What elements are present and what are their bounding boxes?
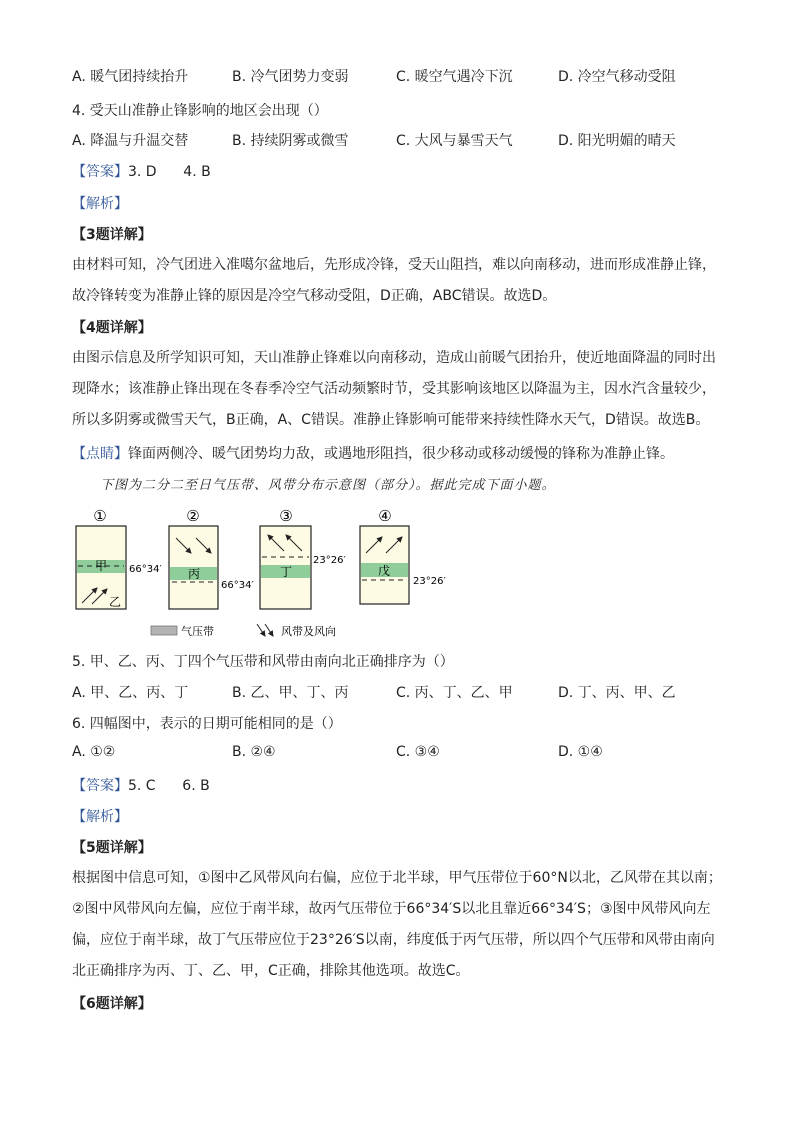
analysis-label: 【解析】 bbox=[72, 196, 128, 212]
legend-wind-label: 风带及风向 bbox=[281, 625, 336, 638]
panel4-belt-label: 戊 bbox=[377, 564, 391, 578]
panel4-latitude: 23°26′ bbox=[413, 576, 446, 587]
q4-option-c: C. 大风与暴雪天气 bbox=[396, 133, 513, 149]
pressure-wind-figure bbox=[0, 500, 794, 645]
q4-option-b: B. 持续阴雾或微雪 bbox=[232, 133, 349, 149]
detail4-label: 【4题详解】 bbox=[72, 320, 152, 336]
panel3-belt-label: 丁 bbox=[279, 565, 293, 579]
panel2-belt-label: 丙 bbox=[187, 567, 201, 581]
q5-option-a: A. 甲、乙、丙、丁 bbox=[72, 685, 189, 701]
q4-option-d: D. 阳光明媚的晴天 bbox=[558, 133, 676, 149]
q3-option-d: D. 冷空气移动受阻 bbox=[558, 69, 676, 85]
q6-option-a: A. ①② bbox=[72, 744, 116, 760]
answer-text: 3. D 4. B bbox=[128, 164, 211, 180]
q6-stem: 6. 四幅图中，表示的日期可能相同的是（） bbox=[72, 716, 342, 732]
q5-option-c: C. 丙、丁、乙、甲 bbox=[396, 685, 513, 701]
q4-option-a: A. 降温与升温交替 bbox=[72, 133, 189, 149]
panel3-latitude: 23°26′ bbox=[313, 555, 346, 566]
q3-option-c: C. 暖空气遇冷下沉 bbox=[396, 69, 513, 85]
detail3-label: 【3题详解】 bbox=[72, 227, 152, 243]
detail5-text: 根据图中信息可知，①图中乙风带风向右偏，应位于北半球，甲气压带位于60°N以北，乙风带在其以南；②图中风带风向左偏，应位于南半球，故丙气压带位于66°34′S以北且靠近66°34′S；③图中风带风向左偏，应位于南半球，故丁气压带应位于23°26′S以南，纬度低于丙气压带，所以四个气压带和风带由南向北正确排序为丙、丁、乙、甲，C正确，排除其他选项。故选C。 bbox=[72, 870, 722, 979]
q5-option-d: D. 丁、丙、甲、乙 bbox=[558, 685, 676, 701]
legend-belt-label: 气压带 bbox=[181, 625, 214, 638]
q5-option-b: B. 乙、甲、丁、丙 bbox=[232, 685, 349, 701]
q6-option-d: D. ①④ bbox=[558, 744, 603, 760]
tip bbox=[72, 443, 674, 463]
panel4-number: ④ bbox=[378, 507, 392, 525]
detail5-label: 【5题详解】 bbox=[72, 840, 152, 856]
answer-label: 【答案】 bbox=[72, 164, 128, 180]
analysis-label: 【解析】 bbox=[72, 809, 128, 825]
q3-option-a: A. 暖气团持续抬升 bbox=[72, 69, 189, 85]
q6-option-c: C. ③④ bbox=[396, 744, 440, 760]
q3-option-b: B. 冷气团势力变弱 bbox=[232, 69, 349, 85]
answer-label: 【答案】 bbox=[72, 778, 128, 794]
tip-text: 锋面两侧冷、暖气团势均力敌，或遇地形阻挡，很少移动或移动缓慢的锋称为准静止锋。 bbox=[128, 446, 674, 462]
panel1-belt-label: 甲 bbox=[94, 559, 108, 573]
detail4-text: 由图示信息及所学知识可知，天山准静止锋难以向南移动，造成山前暖气团抬升，使近地面降温的同时出现降水；该准静止锋出现在冬春季冷空气活动频繁时节，受其影响该地区以降温为主，因水汽含量较少，所以多阴雾或微雪天气，B正确，A、C错误。准静止锋影响可能带来持续性降水天气，D错误。故选B。 bbox=[72, 350, 716, 428]
panel1-number: ① bbox=[93, 507, 107, 525]
legend-belt-swatch bbox=[151, 626, 177, 635]
panel3-number: ③ bbox=[279, 507, 293, 525]
q4-stem: 4. 受天山准静止锋影响的地区会出现（） bbox=[72, 103, 328, 119]
legend-wind-arrow bbox=[265, 624, 273, 636]
panel1-wind-label: 乙 bbox=[109, 595, 122, 609]
legend-wind-arrow bbox=[257, 624, 265, 636]
panel1-latitude: 66°34′ bbox=[129, 564, 162, 575]
panel2-number: ② bbox=[186, 507, 200, 525]
detail3-text: 由材料可知，冷气团进入准噶尔盆地后，先形成冷锋，受天山阻挡，难以向南移动，进而形成准静止锋，故冷锋转变为准静止锋的原因是冷空气移动受阻，D正确，ABC错误。故选D。 bbox=[72, 257, 716, 304]
q5-stem: 5. 甲、乙、丙、丁四个气压带和风带由南向北正确排序为（） bbox=[72, 654, 454, 670]
tip-label: 【点睛】 bbox=[72, 446, 128, 462]
answer-2 bbox=[72, 775, 210, 795]
panel2-latitude: 66°34′ bbox=[221, 580, 254, 591]
answer-1 bbox=[72, 161, 211, 181]
figure-caption: 下图为二分二至日气压带、风带分布示意图（部分）。据此完成下面小题。 bbox=[100, 478, 556, 493]
answer-text: 5. C 6. B bbox=[128, 778, 210, 794]
q6-option-b: B. ②④ bbox=[232, 744, 276, 760]
detail6-label: 【6题详解】 bbox=[72, 996, 152, 1012]
